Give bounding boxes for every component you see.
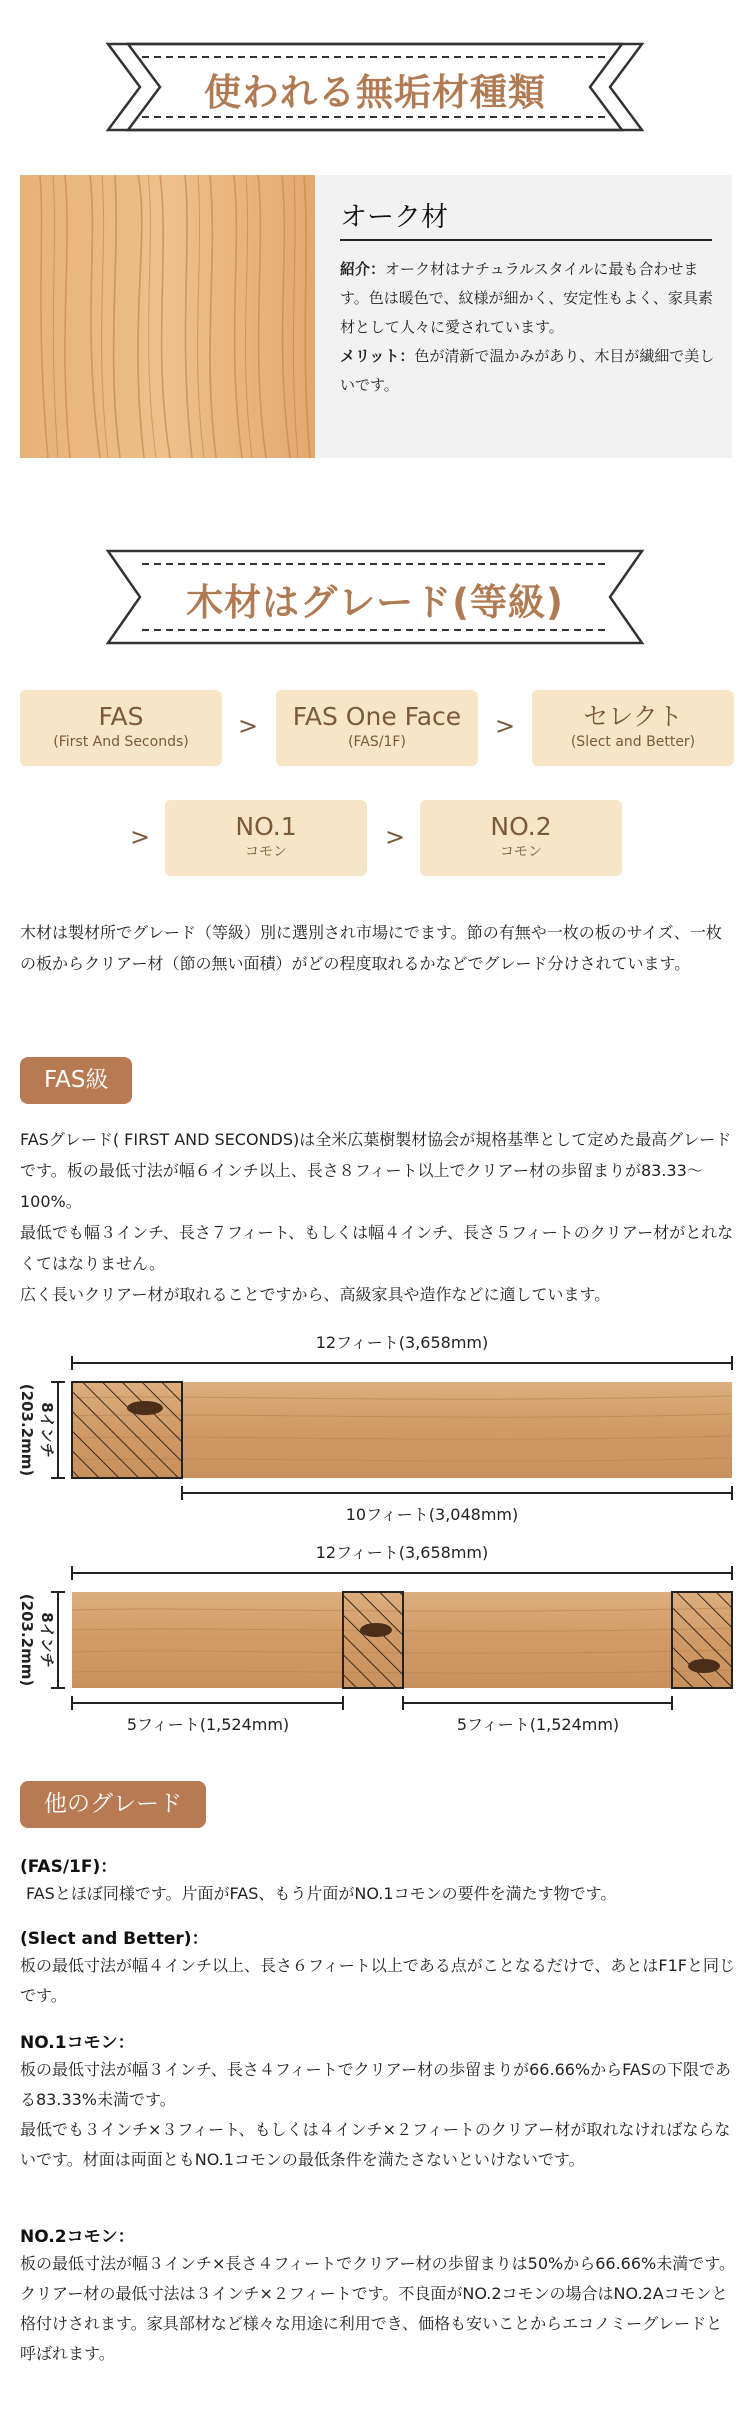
grade-box-fas-one-face xyxy=(276,690,478,766)
top-dimension-label: 12フィート(3,658mm) xyxy=(315,1333,489,1352)
oak-card xyxy=(20,175,732,458)
grade-box-fas xyxy=(20,690,222,766)
oak-title: オーク材 xyxy=(340,202,448,233)
fas-section-label: FAS級 xyxy=(20,1057,132,1104)
grade-sub: (First And Seconds) xyxy=(53,734,189,750)
oak-divider xyxy=(340,239,712,241)
fas-paragraph xyxy=(20,1124,736,1310)
oak-description xyxy=(340,255,720,400)
grade-text-fas1f: FASとほぼ同様です。片面がFAS、もう片面がNO.1コモンの要件を満たす物です。 xyxy=(26,1884,617,1903)
other-grades-label: 他のグレード xyxy=(20,1781,206,1828)
side-dimension-label: 8インチ xyxy=(38,1612,56,1668)
grade-text-no1 xyxy=(20,2055,736,2175)
side-dimension-mm: (203.2mm) xyxy=(18,1593,36,1687)
side-dimension-label: 8インチ xyxy=(38,1402,56,1458)
intro-text: オーク材はナチュラルスタイルに最も合わせます。色は暖色で、紋様が細かく、安定性もよく、家具素材として人々に愛されています。 xyxy=(340,260,713,336)
side-dimension-mm: (203.2mm) xyxy=(18,1383,36,1477)
bottom-left-dimension-label: 5フィート(1,524mm) xyxy=(126,1715,290,1734)
bottom-right-dimension-label: 5フィート(1,524mm) xyxy=(456,1715,620,1734)
section-title-wood-types: 使われる無垢材種類 xyxy=(204,71,546,114)
grade-sub: (FAS/1F) xyxy=(348,734,406,750)
bottom-dimension-label: 10フィート(3,048mm) xyxy=(345,1505,519,1524)
oak-wood-image xyxy=(20,175,315,458)
chevron-right-icon: > xyxy=(130,823,151,851)
top-dimension-label: 12フィート(3,658mm) xyxy=(315,1543,489,1562)
grade-name: セレクト xyxy=(583,702,683,731)
grade-box-select xyxy=(532,690,734,766)
grade-sub: (Slect and Better) xyxy=(570,734,696,750)
grade-box-no2 xyxy=(420,800,622,876)
grade-text-no2: 板の最低寸法が幅３インチ×長さ４フィートでクリアー材の歩留まりは50%から66.66%未満です。クリアー材の最低寸法は３インチ×２フィートです。不良面がNO.2コモンの場合はNO.2Aコモンと格付けされます。家具部材など様々な用途に利用でき、価格も安いことからエコノミーグレードと呼ばれます。 xyxy=(20,2254,735,2363)
grade-sub: コモン xyxy=(245,844,287,860)
chevron-right-icon: > xyxy=(385,823,406,851)
board-diagram-1 xyxy=(0,1320,750,1530)
grade-intro-text: 木材は製材所でグレード（等級）別に選別され市場にでます。節の有無や一枚の板のサイズ、一枚の板からクリアー材（節の無い面積）がどの程度取れるかなどでグレード分けされています。 xyxy=(20,923,722,973)
intro-label: 紹介： xyxy=(340,260,386,278)
grade-name: NO.1 xyxy=(235,812,297,841)
grade-box-no1 xyxy=(165,800,367,876)
board-diagram-2 xyxy=(0,1530,750,1740)
fas-text-3: 広く長いクリアー材が取れることですから、高級家具や造作などに適しています。 xyxy=(20,1285,611,1304)
section-title-grades: 木材はグレード(等級) xyxy=(186,581,564,624)
grade-name: FAS One Face xyxy=(292,702,462,731)
grade-name: FAS xyxy=(98,702,144,731)
fas-text-2: 最低でも幅３インチ、長さ７フィート、もしくは幅４インチ、長さ５フィートのクリアー材がとれなくてはなりません。 xyxy=(20,1223,734,1273)
grade-name: NO.2 xyxy=(490,812,552,841)
grade-heading-no2: NO.2コモン： xyxy=(20,2227,135,2247)
merit-label: メリット： xyxy=(340,347,415,365)
chevron-right-icon: > xyxy=(238,712,259,740)
chevron-right-icon: > xyxy=(495,712,516,740)
grade-sub: コモン xyxy=(500,844,542,860)
grade-text-select: 板の最低寸法が幅４インチ以上、長さ６フィート以上である点がことなるだけで、あとはF1Fと同じです。 xyxy=(20,1956,735,2005)
grade-text-no1-line1: 板の最低寸法が幅３インチ、長さ４フィートでクリアー材の歩留まりが66.66%からFASの下限である83.33%未満です。 xyxy=(20,2060,731,2109)
merit-text: 色が清新で温かみがあり、木目が繊細で美しいです。 xyxy=(340,347,715,394)
grade-heading-fas1f: (FAS/1F)： xyxy=(20,1857,118,1877)
grade-text-no1-line2: 最低でも３インチ×３フィート、もしくは４インチ×２フィートのクリアー材が取れなければならないです。材面は両面ともNO.1コモンの最低条件を満たさないといけないです。 xyxy=(20,2120,731,2169)
fas-text-1: FASグレード( FIRST AND SECONDS)は全米広葉樹製材協会が規格基準として定めた最高グレードです。板の最低寸法が幅６インチ以上、長さ８フィート以上でクリアー材の歩留まりが83.33～100%。 xyxy=(20,1130,732,1211)
grade-heading-no1: NO.1コモン： xyxy=(20,2033,135,2053)
grade-heading-select: (Slect and Better)： xyxy=(20,1929,209,1949)
